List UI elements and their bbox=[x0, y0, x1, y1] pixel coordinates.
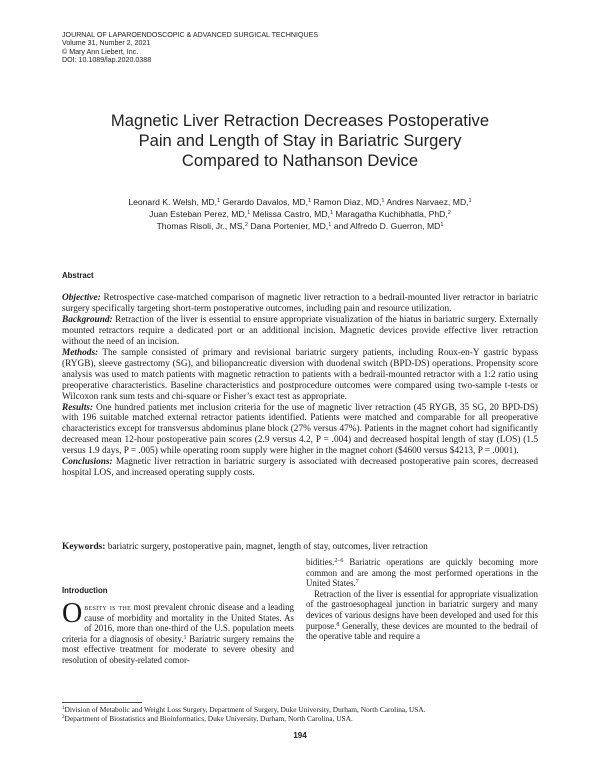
affiliation-mark: 1 bbox=[247, 210, 251, 216]
author: Maragatha Kuchibhatla, PhD, bbox=[335, 209, 448, 219]
journal-doi: DOI: 10.1089/lap.2020.0388 bbox=[62, 55, 152, 64]
abstract-body bbox=[62, 293, 538, 479]
citation-mark: 7 bbox=[355, 579, 359, 586]
footnotes bbox=[62, 705, 542, 724]
author: Melissa Castro, MD, bbox=[252, 209, 330, 219]
keywords-label: Keywords: bbox=[62, 542, 106, 552]
section-label: Background: bbox=[62, 314, 113, 325]
section-text: Magnetic liver retraction in bariatric surgery is associated with decreased postoperative pain scores, decreased hospital LOS, and increased operating supply costs. bbox=[62, 457, 538, 479]
affiliation-mark: 1 bbox=[468, 198, 472, 204]
section-text: One hundred patients met inclusion criteria for the use of magnetic liver retraction (45 RYGB, 35 SG, 20 BPD-DS) with 196 suitable matched external retractor patients identified. Patients were matched and comparable for all preoperative characteristics except for transversus abdominus plane block (27% versus 47%). Patients in the magnet cohort had significantly decreased mean 12-hour postoperative pain scores (2.9 versus 4.2, P = .004) and decreased hospital length of stay (LOS) (1.5 versus 1.9 days, P = .005) while operating room supply were higher in the magnet cohort ($4600 versus $4213, P = .0001). bbox=[62, 402, 538, 457]
author: Andres Narvaez, MD, bbox=[386, 197, 469, 207]
footnote-text: Division of Metabolic and Weight Loss Surgery, Department of Surgery, Duke University, Durham, North Carolina, USA. bbox=[64, 705, 426, 714]
abstract-methods bbox=[62, 348, 538, 403]
intro-paragraph bbox=[306, 557, 538, 589]
section-text: Retrospective case-matched comparison of magnetic liver retraction to a bedrail-mounted liver retractor in bariatric surgery specifically targeting short-term postoperative outcomes, including pain and resource utilization. bbox=[62, 293, 538, 314]
paragraph-text: bidities. bbox=[306, 557, 335, 567]
small-caps-lead: besity is the bbox=[84, 602, 132, 612]
footnote-divider bbox=[62, 702, 142, 703]
author: Leonard K. Welsh, MD, bbox=[128, 197, 217, 207]
author: Dana Portenier, MD, bbox=[250, 221, 329, 231]
section-label: Methods: bbox=[62, 347, 99, 358]
affiliation-mark: 1 bbox=[217, 198, 221, 204]
section-text: The sample consisted of primary and revisional bariatric surgery patients, including Roux-en-Y gastric bypass (RYGB), sleeve gastrectomy (SG), and biliopancreatic diversion with duodenal switch (BPD-DS) operations. Propensity score analysis was used to match patients with magnetic retraction to patients with a bedrail-mounted retractor with a 1:2 ratio using preoperative characteristics. Baseline characteristics and postprocedure outcomes were compared using two-sample t-tests or Wilcoxon rank sum tests and chi-square or Fisher’s exact test as appropriate. bbox=[62, 347, 538, 402]
introduction-heading: Introduction bbox=[62, 586, 108, 595]
citation-mark: 2–6 bbox=[334, 558, 344, 564]
author: Juan Esteban Perez, MD, bbox=[149, 209, 248, 219]
title-line: Pain and Length of Stay in Bariatric Surgery bbox=[138, 131, 462, 150]
affiliation-mark: 1 bbox=[329, 210, 334, 216]
keywords bbox=[62, 542, 538, 553]
affiliation-mark: 1 bbox=[440, 222, 444, 228]
author-line bbox=[60, 220, 540, 232]
section-label: Conclusions: bbox=[62, 457, 113, 468]
abstract-conclusions bbox=[62, 457, 538, 479]
footnote bbox=[62, 705, 542, 714]
paragraph-text: Bariatric surgery remains the most effective treatment for moderate to severe obesity and resolution of obesity-related comor- bbox=[62, 633, 294, 665]
title-line: Compared to Nathanson Device bbox=[181, 151, 419, 170]
page-number: 194 bbox=[293, 731, 307, 740]
citation-mark: 1 bbox=[183, 634, 187, 641]
article-title bbox=[60, 111, 540, 171]
section-label: Results: bbox=[62, 402, 93, 413]
affiliation-mark: 2 bbox=[447, 210, 451, 216]
journal-copyright: © Mary Ann Liebert, Inc. bbox=[62, 47, 139, 56]
title-line: Magnetic Liver Retraction Decreases Postoperative bbox=[110, 111, 490, 130]
paragraph-text: most prevalent chronic disease and a leading cause of morbidity and mortality in the United States. As of 2016, more than one-third of the U.S. population meets criteria for a diagnosis of obesity. bbox=[62, 602, 294, 644]
affiliation-mark: 1 bbox=[308, 198, 312, 204]
abstract-results bbox=[62, 403, 538, 458]
section-text: Retraction of the liver is essential to ensure appropriate visualization of the hiatus in bariatric surgery. Externally mounted retractors require a dedicated port or an additional incision. Magnetic devices provide effective liver retraction without the need of an incision. bbox=[62, 314, 538, 347]
abstract-background bbox=[62, 315, 538, 348]
author: Thomas Risoli, Jr., MS, bbox=[156, 221, 245, 231]
journal-name: JOURNAL OF LAPAROENDOSCOPIC & ADVANCED SURGICAL TECHNIQUES bbox=[62, 31, 319, 39]
footnote-text: Department of Biostatistics and Bioinformatics, Duke University, Durham, North Carolina, USA. bbox=[64, 714, 353, 724]
citation-mark: 8 bbox=[336, 621, 340, 628]
affiliation-mark: 2 bbox=[244, 222, 249, 228]
author: and Alfredo D. Guerron, MD bbox=[333, 221, 441, 231]
abstract-heading: Abstract bbox=[62, 271, 94, 280]
journal-volume: Volume 31, Number 2, 2021 bbox=[62, 39, 151, 48]
column-right bbox=[306, 557, 538, 642]
footnote bbox=[62, 714, 542, 723]
drop-cap: O bbox=[62, 598, 83, 629]
abstract-objective bbox=[62, 293, 538, 315]
author-line bbox=[60, 196, 540, 208]
footnote-number: 2 bbox=[62, 715, 65, 721]
footnote-number: 1 bbox=[62, 706, 65, 711]
paragraph-text: Generally, these devices are mounted to the bedrail of the operative table and require a bbox=[306, 620, 538, 642]
author-list bbox=[60, 196, 540, 232]
keywords-text: bariatric surgery, postoperative pain, magnet, length of stay, outcomes, liver retraction bbox=[105, 542, 428, 552]
paragraph-text: Retraction of the liver is essential for appropriate visualization of the gastroesophageal junction in bariatric surgery and many devices of various designs have been developed and used for this purpose. bbox=[306, 588, 538, 631]
affiliation-mark: 1 bbox=[381, 198, 385, 204]
section-label: Objective: bbox=[62, 293, 101, 303]
column-left bbox=[62, 598, 294, 666]
affiliation-mark: 1 bbox=[328, 222, 332, 228]
journal-header bbox=[62, 31, 542, 64]
author-line bbox=[60, 208, 540, 220]
intro-paragraph bbox=[306, 589, 538, 642]
paragraph-text: Bariatric operations are quickly becoming more common and are among the most performed operations in the United States. bbox=[306, 557, 538, 589]
author: Ramon Diaz, MD, bbox=[313, 197, 382, 207]
author: Gerardo Davalos, MD, bbox=[222, 197, 309, 207]
intro-paragraph bbox=[62, 598, 294, 666]
